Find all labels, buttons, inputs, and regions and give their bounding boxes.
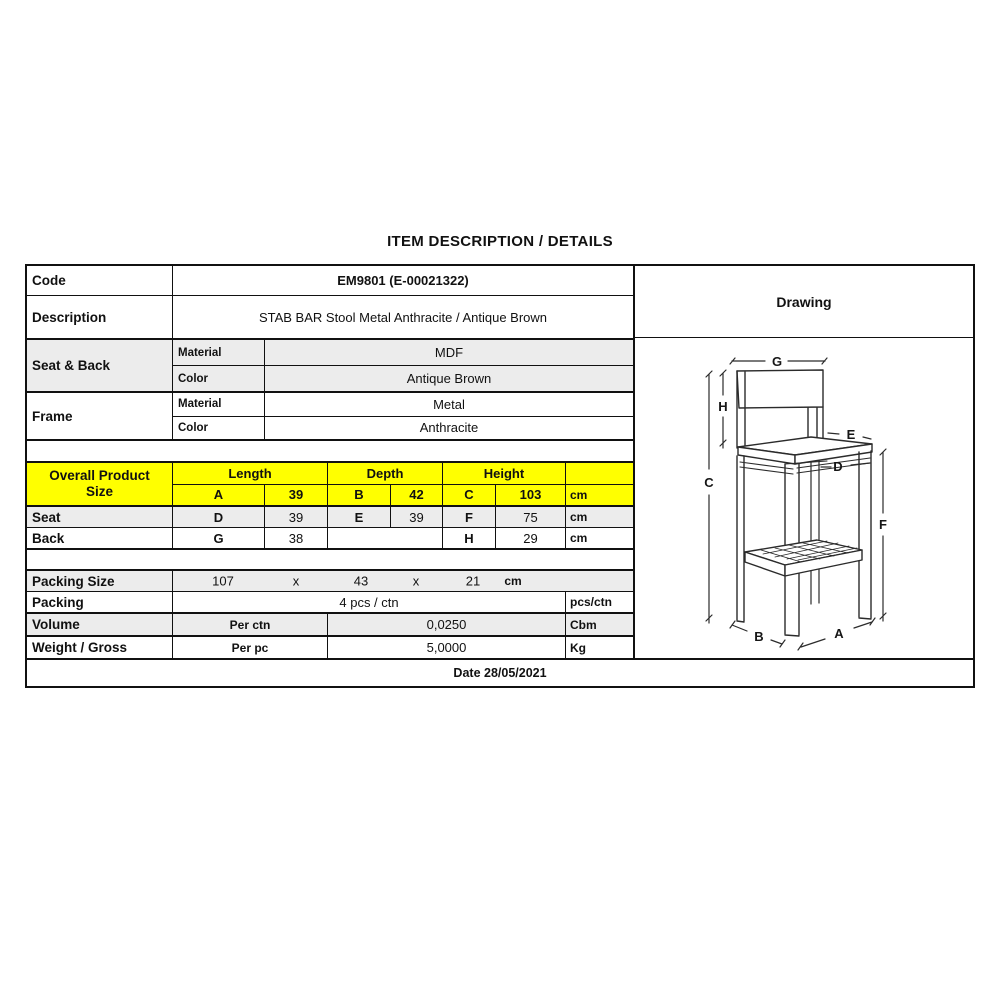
packing-size-v2: 43 xyxy=(353,573,369,589)
code-value: EM9801 (E-00021322) xyxy=(172,266,633,295)
seat-back-label: Seat & Back xyxy=(32,358,111,373)
back-unit: cm xyxy=(565,528,633,548)
f-dimension-line xyxy=(880,449,886,621)
packing-size-v1: 107 xyxy=(212,573,234,589)
back-length-value: 38 xyxy=(264,528,327,548)
description-value: STAB BAR Stool Metal Anthracite / Antique Brown xyxy=(172,296,633,338)
dim-label-d: D xyxy=(833,459,843,474)
row-code xyxy=(27,266,633,295)
frame-material-value: Metal xyxy=(264,393,633,416)
header-height: Height xyxy=(442,463,565,484)
volume-label: Volume xyxy=(32,617,80,632)
row-seat xyxy=(27,505,633,527)
seat-depth-value: 39 xyxy=(390,507,442,527)
seat-back-material-value: MDF xyxy=(264,340,633,365)
dim-label-h: H xyxy=(718,399,728,414)
drawing-area xyxy=(635,338,973,658)
row-size-header xyxy=(27,461,633,505)
packing-size-v3: 21 xyxy=(465,573,481,589)
back-length-key: G xyxy=(172,528,264,548)
packing-value: 4 pcs / ctn xyxy=(172,592,565,612)
weight-label: Weight / Gross xyxy=(32,640,128,655)
frame-label: Frame xyxy=(32,408,73,424)
back-height-value: 29 xyxy=(495,528,565,548)
weight-per: Per pc xyxy=(172,637,327,658)
seat-back-color-value: Antique Brown xyxy=(264,366,633,391)
overall-height-value: 103 xyxy=(495,485,565,506)
drawing-header: Drawing xyxy=(635,266,973,338)
overall-product-line2: Size xyxy=(85,484,113,499)
frame-color-value: Anthracite xyxy=(264,417,633,440)
seat-height-value: 75 xyxy=(495,507,565,527)
row-volume xyxy=(27,612,633,635)
packing-label: Packing xyxy=(32,594,84,610)
volume-unit: Cbm xyxy=(565,614,633,635)
seat-depth-key: E xyxy=(327,507,390,527)
spec-table-body xyxy=(27,266,973,658)
code-label: Code xyxy=(32,273,66,288)
frame-color-row xyxy=(172,416,633,440)
overall-height-key: C xyxy=(442,485,495,506)
overall-values-row xyxy=(172,484,633,506)
dim-label-e: E xyxy=(846,427,856,442)
size-dimension-header-row xyxy=(172,463,633,484)
volume-per: Per ctn xyxy=(172,614,327,635)
row-description xyxy=(27,295,633,338)
seat-unit: cm xyxy=(565,507,633,527)
spec-table xyxy=(25,264,975,688)
seat-back-color-key: Color xyxy=(172,366,264,391)
overall-product-size-label xyxy=(27,463,172,505)
date-value: Date 28/05/2021 xyxy=(453,666,547,680)
seat-height-key: F xyxy=(442,507,495,527)
packing-size-label: Packing Size xyxy=(32,573,115,589)
header-depth: Depth xyxy=(327,463,442,484)
spacer-row-2 xyxy=(27,548,633,569)
overall-product-line1: Overall Product xyxy=(49,468,150,483)
c-dimension-line xyxy=(706,371,712,623)
row-seat-back xyxy=(27,338,633,391)
dim-label-c: C xyxy=(704,475,714,490)
stool-back-leg-hidden xyxy=(811,450,819,604)
page-title: ITEM DESCRIPTION / DETAILS xyxy=(387,233,613,250)
stool-technical-drawing xyxy=(635,338,973,658)
overall-unit: cm xyxy=(565,485,633,506)
frame-color-key: Color xyxy=(172,417,264,440)
packing-size-x2: x xyxy=(412,573,420,589)
dim-label-f: F xyxy=(879,517,887,532)
frame-material-key: Material xyxy=(172,393,264,416)
dim-label-b: B xyxy=(754,629,764,644)
back-label: Back xyxy=(32,530,65,546)
packing-unit: pcs/ctn xyxy=(565,592,633,612)
packing-size-x1: x xyxy=(292,573,300,589)
seat-length-key: D xyxy=(172,507,264,527)
row-date xyxy=(27,658,973,686)
spec-columns xyxy=(27,266,633,658)
stool-footrest xyxy=(745,540,862,576)
dim-label-a: A xyxy=(834,626,844,641)
frame-subrows xyxy=(172,393,633,439)
weight-value: 5,0000 xyxy=(327,637,565,658)
stool-backrest xyxy=(737,370,823,448)
seat-length-value: 39 xyxy=(264,507,327,527)
header-length: Length xyxy=(172,463,327,484)
packing-size-value xyxy=(172,571,633,591)
seat-back-material-key: Material xyxy=(172,340,264,365)
seat-back-subrows xyxy=(172,340,633,391)
header-unit-empty xyxy=(565,463,633,484)
seat-back-color-row xyxy=(172,365,633,391)
weight-unit: Kg xyxy=(565,637,633,658)
back-height-key: H xyxy=(442,528,495,548)
spacer-row-1 xyxy=(27,439,633,461)
row-frame xyxy=(27,391,633,439)
seat-back-material-row xyxy=(172,340,633,365)
row-packing-size xyxy=(27,569,633,591)
overall-depth-value: 42 xyxy=(390,485,442,506)
back-depth-empty xyxy=(327,528,442,548)
seat-label: Seat xyxy=(32,509,61,525)
row-packing xyxy=(27,591,633,612)
volume-value: 0,0250 xyxy=(327,614,565,635)
overall-length-value: 39 xyxy=(264,485,327,506)
packing-size-unit: cm xyxy=(504,574,522,588)
frame-material-row xyxy=(172,393,633,416)
dim-label-g: G xyxy=(771,354,783,369)
overall-length-key: A xyxy=(172,485,264,506)
overall-depth-key: B xyxy=(327,485,390,506)
row-weight-gross xyxy=(27,635,633,658)
description-label: Description xyxy=(32,309,107,325)
size-header-subrows xyxy=(172,463,633,505)
row-back xyxy=(27,527,633,548)
drawing-column xyxy=(633,266,973,658)
